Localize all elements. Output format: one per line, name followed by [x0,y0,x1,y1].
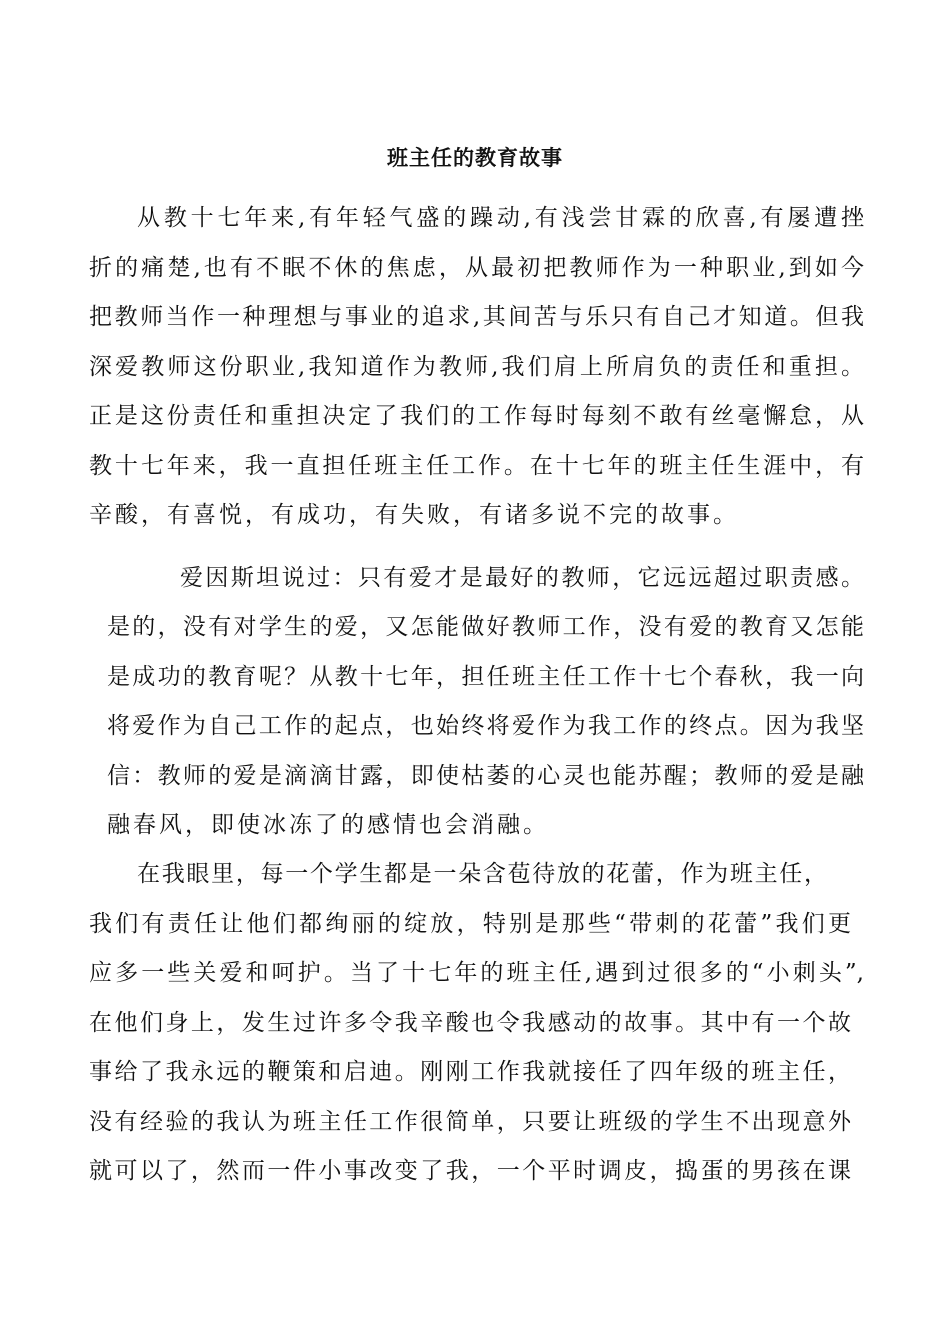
text-line: 事给了我永远的鞭策和启迪。刚刚工作我就接任了四年级的班主任， [89,1059,851,1085]
text-line: 深爱教师这份职业,我知道作为教师,我们肩上所肩负的责任和重担。 [89,354,864,380]
text-line: 是成功的教育呢？从教十七年，担任班主任工作十七个春秋，我一向 [107,664,864,690]
document-title: 班主任的教育故事 [387,146,563,170]
text-line: 在我眼里，每一个学生都是一朵含苞待放的花蕾，作为班主任， [137,861,827,887]
text-line: 是的，没有对学生的爱，又怎能做好教师工作，没有爱的教育又怎能 [107,614,864,640]
text-line: 在他们身上，发生过许多令我辛酸也令我感动的故事。其中有一个故 [89,1010,851,1036]
text-line: 应多一些关爱和呵护。当了十七年的班主任,遇到过很多的“小刺头”, [89,960,864,986]
text-line: 融春风，即使冰冻了的感情也会消融。 [107,812,549,838]
text-line: 信：教师的爱是滴滴甘露，即使枯萎的心灵也能苏醒；教师的爱是融 [107,763,864,789]
text-line: 我们有责任让他们都绚丽的绽放，特别是那些“带刺的花蕾”我们更 [89,911,851,937]
text-line: 从教十七年来,有年轻气盛的躁动,有浅尝甘霖的欣喜,有屡遭挫 [137,205,864,231]
text-line: 将爱作为自己工作的起点，也始终将爱作为我工作的终点。因为我坚 [107,713,864,739]
text-line: 把教师当作一种理想与事业的追求,其间苦与乐只有自己才知道。但我 [89,304,864,330]
text-line: 没有经验的我认为班主任工作很简单，只要让班级的学生不出现意外 [89,1109,851,1135]
text-line: 正是这份责任和重担决定了我们的工作每时每刻不敢有丝毫懈怠，从 [89,403,864,429]
text-line: 爱因斯坦说过：只有爱才是最好的教师，它远远超过职责感。 [180,565,864,591]
text-line: 折的痛楚,也有不眠不休的焦虑，从最初把教师作为一种职业,到如今 [89,255,864,281]
text-line: 教十七年来，我一直担任班主任工作。在十七年的班主任生涯中，有 [89,453,864,479]
text-line: 辛酸，有喜悦，有成功，有失败，有诸多说不完的故事。 [89,502,739,528]
text-line: 就可以了，然而一件小事改变了我，一个平时调皮，捣蛋的男孩在课 [89,1158,851,1184]
